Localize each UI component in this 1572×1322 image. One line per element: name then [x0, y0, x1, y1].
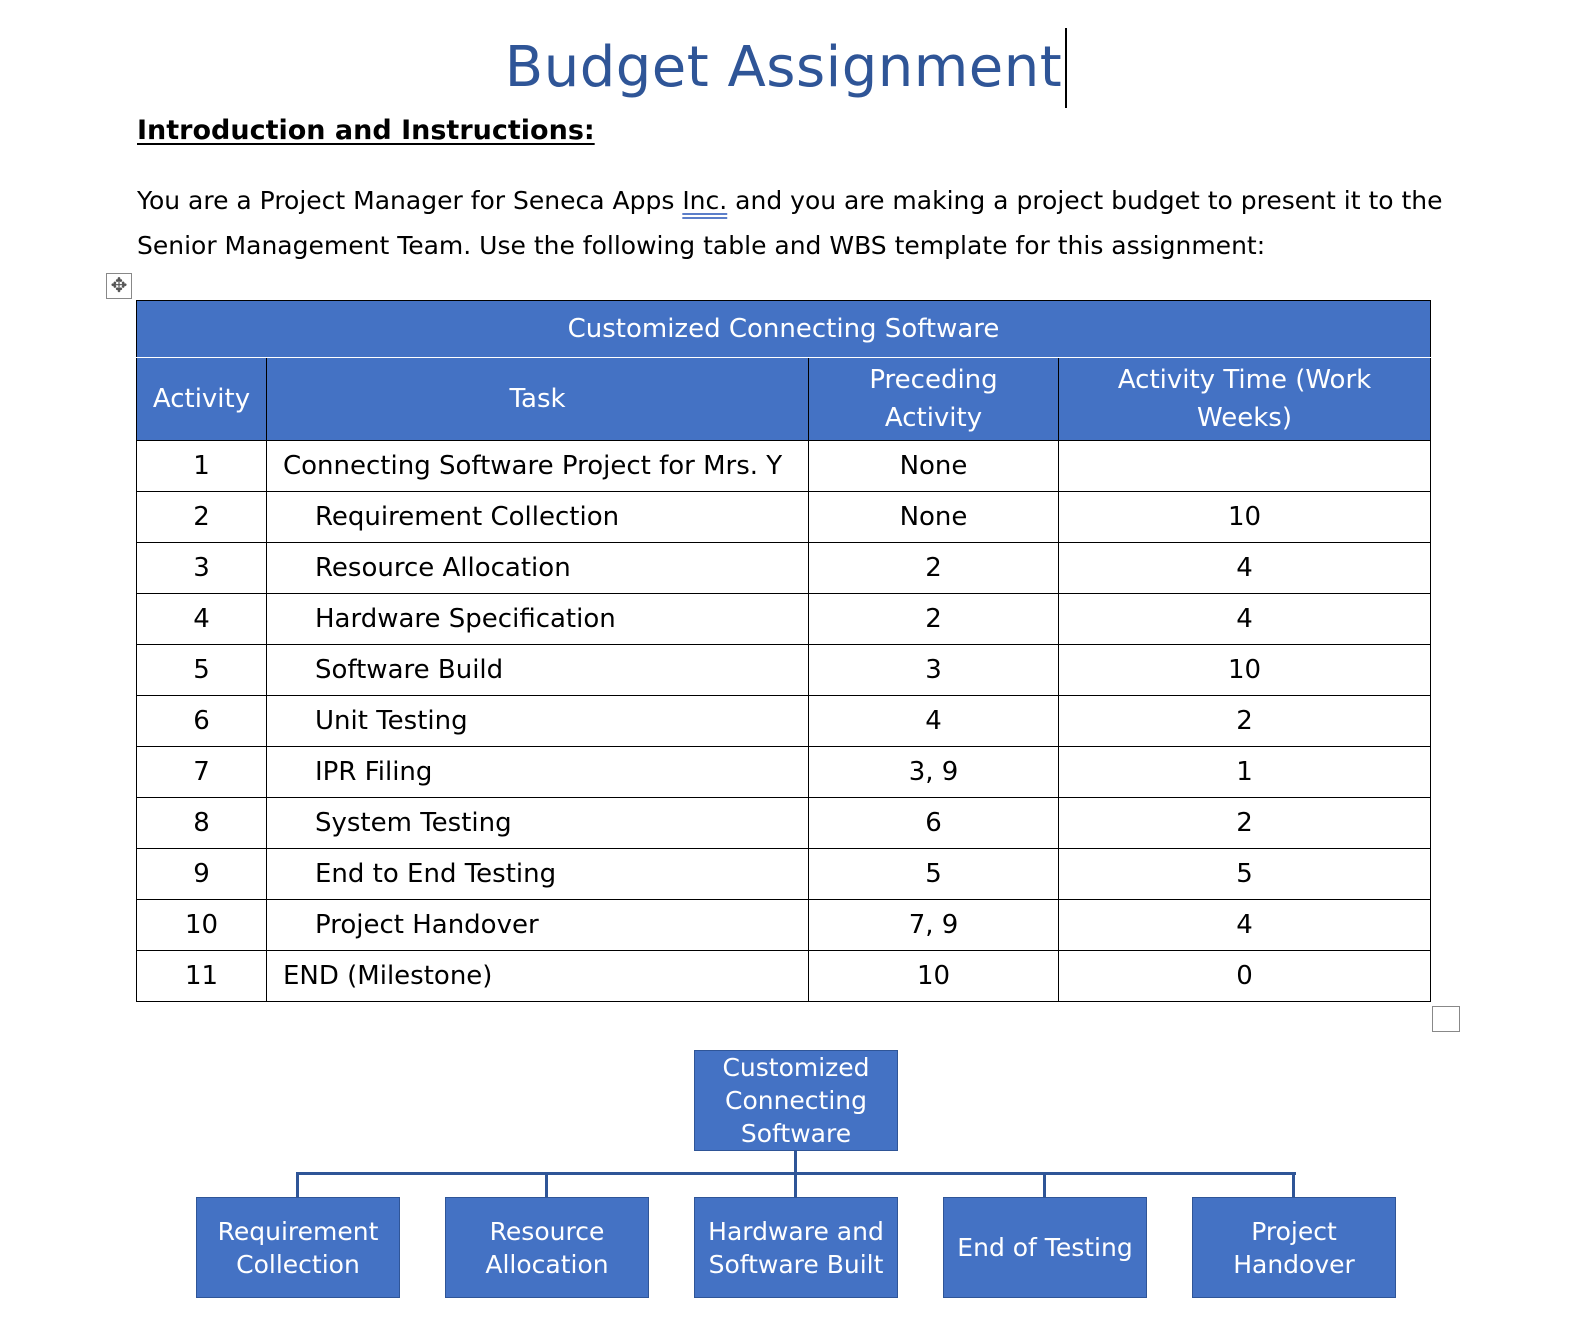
header-preceding-activity — [809, 358, 1059, 441]
cell-time[interactable]: 10 — [1059, 492, 1431, 543]
wbs-connector-child-1 — [296, 1172, 299, 1197]
activity-table — [136, 300, 1431, 1002]
wbs-connector-child-5 — [1292, 1172, 1295, 1197]
table-row — [137, 696, 1431, 747]
cell-task[interactable]: Project Handover — [267, 900, 809, 951]
wbs-child-box[interactable] — [445, 1197, 649, 1298]
wbs-root-box[interactable] — [694, 1050, 898, 1151]
table-row — [137, 951, 1431, 1002]
wbs-root-label: Customized Connecting Software — [722, 1053, 870, 1148]
cell-task[interactable]: END (Milestone) — [267, 951, 809, 1002]
cell-activity[interactable]: 3 — [137, 543, 267, 594]
table-row — [137, 543, 1431, 594]
cell-task[interactable]: IPR Filing — [267, 747, 809, 798]
cell-preceding[interactable]: 2 — [809, 594, 1059, 645]
intro-paragraph — [137, 178, 1467, 268]
cell-task[interactable]: Hardware Specification — [267, 594, 809, 645]
cell-activity[interactable]: 5 — [137, 645, 267, 696]
cell-activity[interactable]: 6 — [137, 696, 267, 747]
cell-preceding[interactable]: None — [809, 441, 1059, 492]
cell-activity[interactable]: 2 — [137, 492, 267, 543]
cell-time[interactable] — [1059, 441, 1431, 492]
document-title-wrapper — [0, 28, 1572, 108]
wbs-child-box[interactable] — [694, 1197, 898, 1298]
cell-preceding[interactable]: 10 — [809, 951, 1059, 1002]
cell-task[interactable]: Resource Allocation — [267, 543, 809, 594]
header-preceding-text: Preceding Activity — [869, 365, 998, 433]
table-row — [137, 594, 1431, 645]
table-resize-handle[interactable] — [1432, 1006, 1460, 1032]
wbs-child-label: Requirement Collection — [217, 1216, 379, 1279]
header-activity: Activity — [137, 358, 267, 441]
wbs-child-box[interactable] — [943, 1197, 1147, 1298]
table-row — [137, 747, 1431, 798]
cell-time[interactable]: 2 — [1059, 696, 1431, 747]
cell-time[interactable]: 5 — [1059, 849, 1431, 900]
wbs-child-label: Hardware and Software Built — [708, 1216, 884, 1279]
cell-time[interactable]: 4 — [1059, 900, 1431, 951]
header-time-text: Activity Time (Work Weeks) — [1117, 365, 1372, 433]
table-caption: Customized Connecting Software — [137, 301, 1431, 358]
cell-time[interactable]: 1 — [1059, 747, 1431, 798]
wbs-child-box[interactable] — [1192, 1197, 1396, 1298]
cell-task[interactable]: Requirement Collection — [267, 492, 809, 543]
document-title[interactable]: Budget Assignment — [505, 28, 1067, 108]
wbs-connector-root — [794, 1151, 797, 1174]
wbs-child-label: Resource Allocation — [485, 1216, 609, 1279]
cell-time[interactable]: 2 — [1059, 798, 1431, 849]
table-row — [137, 849, 1431, 900]
cell-preceding[interactable]: 4 — [809, 696, 1059, 747]
cell-time[interactable]: 0 — [1059, 951, 1431, 1002]
wbs-child-label: Project Handover — [1233, 1216, 1355, 1279]
cell-activity[interactable]: 8 — [137, 798, 267, 849]
table-row — [137, 645, 1431, 696]
cell-activity[interactable]: 7 — [137, 747, 267, 798]
table-row — [137, 900, 1431, 951]
cell-activity[interactable]: 1 — [137, 441, 267, 492]
wbs-child-label: End of Testing — [957, 1233, 1133, 1262]
wbs-connector-child-4 — [1043, 1172, 1046, 1197]
intro-text-after: and you are making a project budget to present it to the Senior Management Team. Use the following table and WBS template for this assignment: — [137, 186, 1443, 260]
table-move-handle-icon[interactable]: ✥ — [106, 273, 132, 299]
wbs-connector-child-2 — [545, 1172, 548, 1197]
cell-time[interactable]: 4 — [1059, 543, 1431, 594]
wbs-connector-child-3 — [794, 1172, 797, 1197]
table-row — [137, 798, 1431, 849]
section-heading: Introduction and Instructions: — [137, 115, 595, 146]
intro-text-before: You are a Project Manager for Seneca Apps — [137, 186, 683, 215]
cell-task[interactable]: Software Build — [267, 645, 809, 696]
cell-time[interactable]: 10 — [1059, 645, 1431, 696]
cell-task[interactable]: Connecting Software Project for Mrs. Y — [267, 441, 809, 492]
company-suffix-spellcheck[interactable]: Inc. — [682, 186, 728, 215]
cell-preceding[interactable]: 6 — [809, 798, 1059, 849]
header-activity-time — [1059, 358, 1431, 441]
cell-task[interactable]: System Testing — [267, 798, 809, 849]
wbs-child-box[interactable] — [196, 1197, 400, 1298]
cell-task[interactable]: End to End Testing — [267, 849, 809, 900]
table-row — [137, 441, 1431, 492]
cell-preceding[interactable]: 2 — [809, 543, 1059, 594]
cell-activity[interactable]: 10 — [137, 900, 267, 951]
cell-preceding[interactable]: None — [809, 492, 1059, 543]
cell-preceding[interactable]: 3 — [809, 645, 1059, 696]
cell-activity[interactable]: 4 — [137, 594, 267, 645]
cell-preceding[interactable]: 7, 9 — [809, 900, 1059, 951]
cell-time[interactable]: 4 — [1059, 594, 1431, 645]
cell-activity[interactable]: 9 — [137, 849, 267, 900]
cell-task[interactable]: Unit Testing — [267, 696, 809, 747]
cell-preceding[interactable]: 3, 9 — [809, 747, 1059, 798]
cell-activity[interactable]: 11 — [137, 951, 267, 1002]
table-row — [137, 492, 1431, 543]
header-task: Task — [267, 358, 809, 441]
cell-preceding[interactable]: 5 — [809, 849, 1059, 900]
